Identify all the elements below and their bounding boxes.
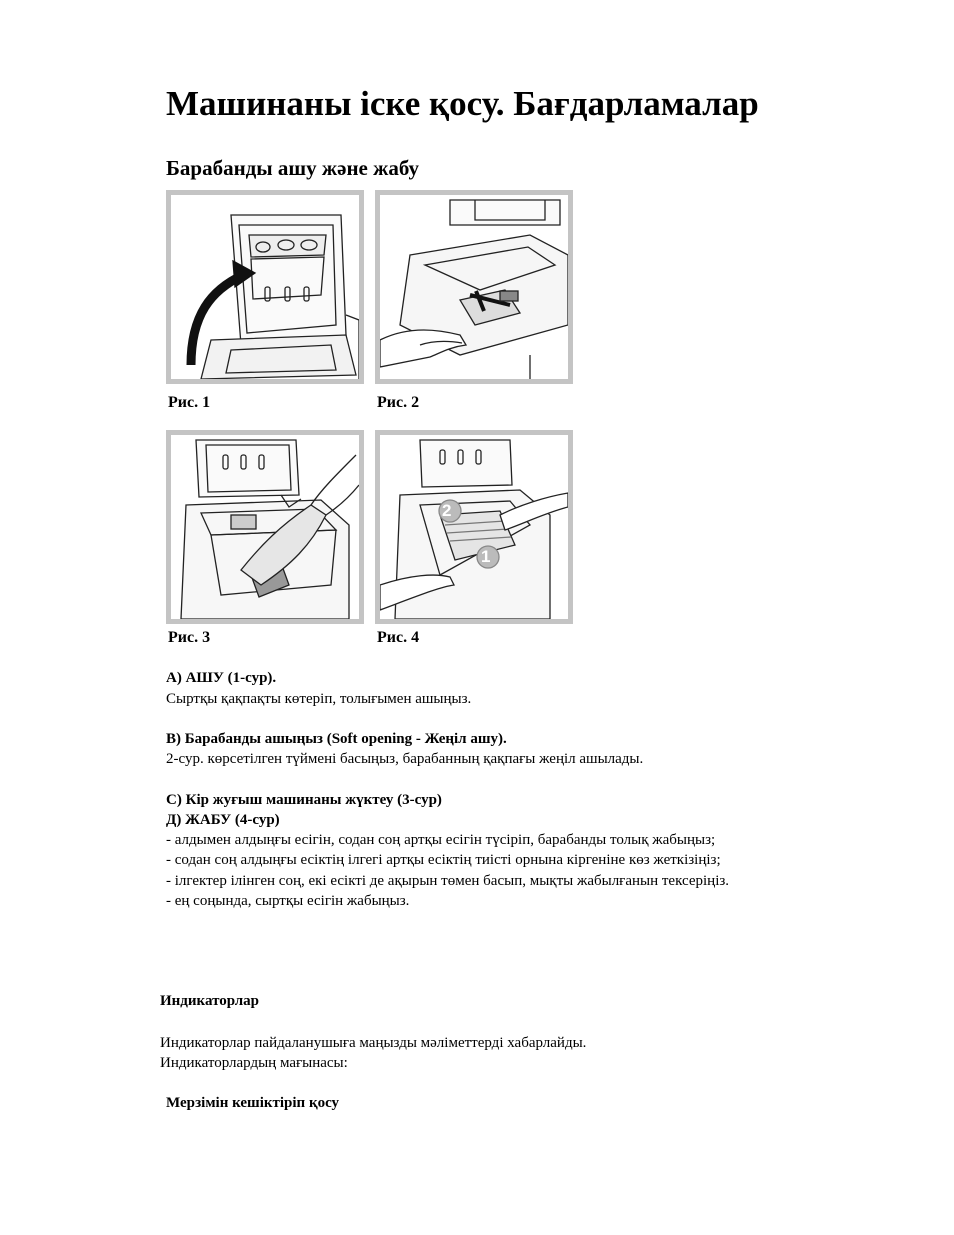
section-c-heading: С) Кір жуғыш машинаны жүктеу (3-сур) — [166, 792, 442, 808]
figure-1-illustration — [166, 190, 364, 384]
section-a-text: Сыртқы қақпақты көтеріп, толығымен ашыңыз. — [166, 691, 472, 707]
figure-3-illustration — [166, 430, 364, 624]
figure-3-caption: Рис. 3 — [168, 629, 211, 646]
figure-4-caption: Рис. 4 — [377, 629, 420, 646]
figure-4-callout-2: 2 — [442, 501, 452, 520]
list-item: - ілгектер ілінген соң, екі есікті де ақырын төмен басып, мықты жабылғанын тексеріңіз. — [166, 873, 730, 889]
figure-4-illustration — [375, 430, 573, 624]
indicators-line-2: Индикаторлардың мағынасы: — [160, 1055, 348, 1071]
delay-start-heading: Мерзімін кешіктіріп қосу — [166, 1095, 340, 1111]
list-item: - ең соңында, сыртқы есігін жабыңыз. — [166, 893, 410, 909]
section-d-heading: Д) ЖАБУ (4-сур) — [166, 812, 280, 828]
section-b-text: 2-сур. көрсетілген түймені басыңыз, барабанның қақпағы жеңіл ашылады. — [166, 751, 644, 767]
figure-2-illustration — [375, 190, 573, 384]
figure-4-callout-1: 1 — [481, 547, 491, 566]
page-title: Машинаны іске қосу. Бағдарламалар — [166, 84, 759, 123]
section-a-heading: А) АШУ (1-сур). — [166, 670, 277, 686]
figure-1-caption: Рис. 1 — [168, 394, 211, 411]
figure-2-caption: Рис. 2 — [377, 394, 420, 411]
indicators-line-1: Индикаторлар пайдаланушыға маңызды мәліметтерді хабарлайды. — [160, 1035, 587, 1051]
indicators-heading: Индикаторлар — [160, 993, 259, 1009]
list-item: - алдымен алдыңғы есігін, содан соң артқы есігін түсіріп, барабанды толық жабыңыз; — [166, 832, 716, 848]
section-b-heading: В) Барабанды ашыңыз (Soft opening - Жеңіл ашу). — [166, 731, 507, 747]
list-item: - содан соң алдыңғы есіктің ілгегі артқы есіктің тиісті орнына кіргеніне көз жеткізіңіз; — [166, 852, 721, 868]
section-subtitle: Барабанды ашу және жабу — [166, 156, 420, 180]
